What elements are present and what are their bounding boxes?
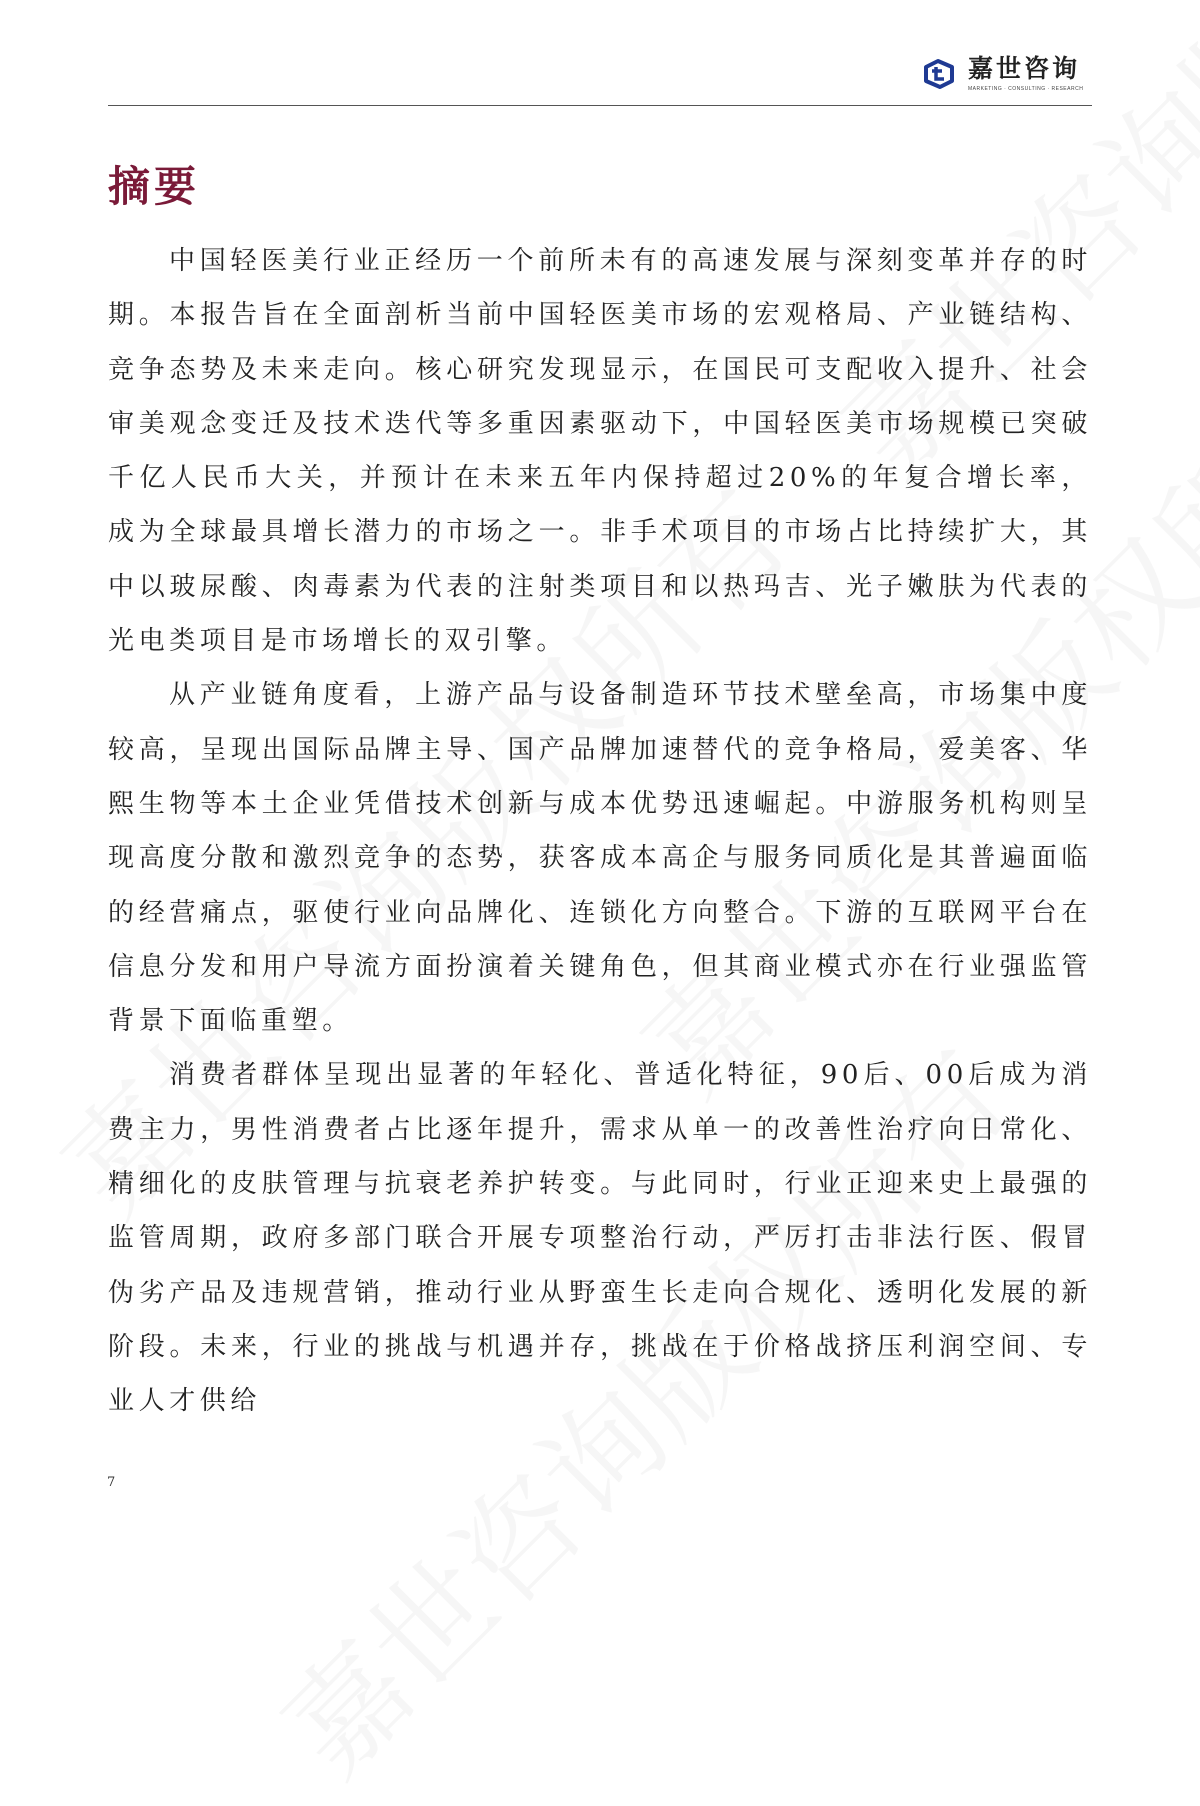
paragraph: 中国轻医美行业正经历一个前所未有的高速发展与深刻变革并存的时期。本报告旨在全面剖析当前中国轻医美市场的宏观格局、产业链结构、竞争态势及未来走向。核心研究发现显示，在国民可支配收入提升、社会审美观念变迁及技术迭代等多重因素驱动下，中国轻医美市场规模已突破千亿人民币大关，并预计在未来五年内保持超过20%的年复合增长率，成为全球最具增长潜力的市场之一。非手术项目的市场占比持续扩大，其中以玻尿酸、肉毒素为代表的注射类项目和以热玛吉、光子嫩肤为代表的光电类项目是市场增长的双引擎。 xyxy=(108,246,1092,657)
logo-tagline: MARKETING · CONSULTING · RESEARCH xyxy=(968,86,1084,92)
company-logo xyxy=(922,56,1083,92)
paragraph: 消费者群体呈现出显著的年轻化、普适化特征，90后、00后成为消费主力，男性消费者占比逐年提升，需求从单一的改善性治疗向日常化、精细化的皮肤管理与抗衰老养护转变。与此同时，行业正迎来史上最强的监管周期，政府多部门联合开展专项整治行动，严厉打击非法行医、假冒伪劣产品及违规营销，推动行业从野蛮生长走向合规化、透明化发展的新阶段。未来，行业的挑战与机遇并存，挑战在于价格战挤压利润空间、专业人才供给 xyxy=(108,1060,1092,1417)
abstract-body xyxy=(108,234,1092,1429)
logo-name: 嘉世咨询 xyxy=(968,54,1081,83)
header-divider xyxy=(108,105,1092,106)
section-title: 摘要 xyxy=(108,162,201,211)
page-number: 7 xyxy=(107,1475,116,1490)
paragraph: 从产业链角度看，上游产品与设备制造环节技术壁垒高，市场集中度较高，呈现出国际品牌主导、国产品牌加速替代的竞争格局，爱美客、华熙生物等本土企业凭借技术创新与成本优势迅速崛起。中游服务机构则呈现高度分散和激烈竞争的态势，获客成本高企与服务同质化是其普遍面临的经营痛点，驱使行业向品牌化、连锁化方向整合。下游的互联网平台在信息分发和用户导流方面扮演着关键角色，但其商业模式亦在行业强监管背景下面临重塑。 xyxy=(108,680,1092,1037)
logo-mark-icon xyxy=(922,57,956,91)
